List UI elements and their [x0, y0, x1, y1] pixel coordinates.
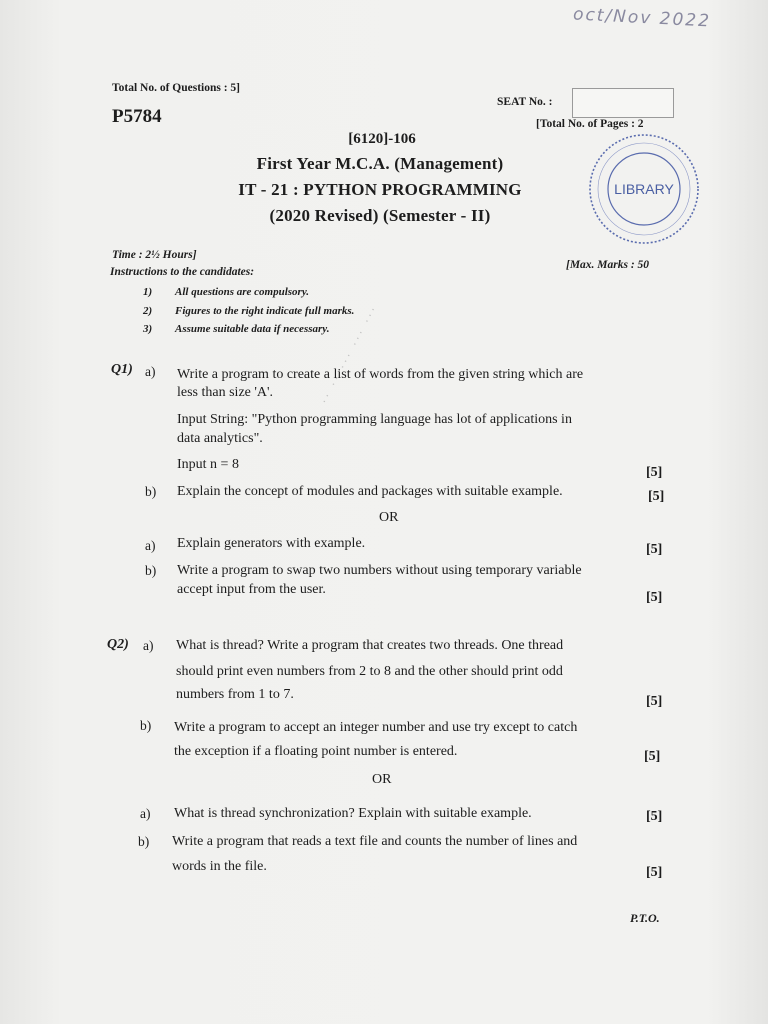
marks: [5] [646, 590, 663, 605]
handwritten-date-note: oct/Nov 2022 [572, 4, 712, 32]
seat-number-label: SEAT No. : [497, 96, 553, 108]
pattern-title: (2020 Revised) (Semester - II) [269, 206, 491, 225]
subquestion-label: a) [143, 638, 154, 653]
subquestion-label: a) [145, 538, 156, 553]
instruction-number: 2) [143, 305, 153, 317]
question-text: Write a program to swap two numbers without using temporary variable [177, 563, 582, 578]
stamp-label: LIBRARY [614, 181, 674, 197]
subquestion-label: a) [140, 806, 151, 821]
instruction-number: 1) [143, 286, 153, 298]
marks: [5] [646, 465, 663, 480]
subquestion-label: b) [140, 718, 152, 733]
instruction-text: Figures to the right indicate full marks. [175, 305, 355, 317]
marks: [5] [648, 489, 665, 504]
seat-number-box [572, 88, 674, 118]
question-text: Input n = 8 [177, 457, 239, 472]
question-text: the exception if a floating point number is entered. [174, 744, 458, 759]
please-turn-over: P.T.O. [630, 911, 660, 925]
paper-id: P5784 [112, 106, 162, 127]
question-text: Write a program to accept an integer number and use try except to catch [174, 720, 578, 735]
question-text: Write a program that reads a text file and counts the number of lines and [172, 834, 578, 849]
instructions-title: Instructions to the candidates: [110, 266, 255, 278]
instruction-number: 3) [143, 323, 153, 335]
question-text: numbers from 1 to 7. [176, 687, 294, 702]
marks: [5] [646, 809, 663, 824]
marks: [5] [646, 542, 663, 557]
subquestion-label: b) [145, 484, 157, 499]
marks: [5] [646, 865, 663, 880]
total-pages: [Total No. of Pages : 2 [536, 118, 644, 130]
instruction-text: All questions are compulsory. [175, 286, 310, 298]
exam-time: Time : 2½ Hours] [112, 249, 197, 261]
marks: [5] [646, 694, 663, 709]
question-text: accept input from the user. [177, 582, 326, 597]
question-text: What is thread? Write a program that creates two threads. One thread [176, 638, 564, 653]
question-text: should print even numbers from 2 to 8 and the other should print odd [176, 664, 563, 679]
subquestion-label: a) [145, 364, 156, 379]
library-stamp [585, 130, 703, 248]
subquestion-label: b) [145, 563, 157, 578]
question-text: words in the file. [172, 859, 267, 874]
question-text: Explain the concept of modules and packages with suitable example. [177, 484, 563, 499]
total-questions: Total No. of Questions : 5] [112, 82, 240, 94]
subject-title: IT - 21 : PYTHON PROGRAMMING [238, 180, 522, 199]
question-text: data analytics". [177, 431, 263, 446]
question-number: Q1) [111, 362, 133, 377]
question-text: Write a program to create a list of words from the given string which are [177, 367, 584, 382]
question-text: What is thread synchronization? Explain with suitable example. [174, 806, 532, 821]
or-divider: OR [372, 772, 392, 787]
max-marks: [Max. Marks : 50 [566, 259, 650, 271]
watermark-text: ·· ·· ··· ··· ··· [318, 302, 382, 407]
course-title: First Year M.C.A. (Management) [256, 154, 504, 173]
marks: [5] [644, 749, 661, 764]
or-divider: OR [379, 510, 399, 525]
question-text: Input String: "Python programming language has lot of applications in [177, 412, 572, 427]
instruction-text: Assume suitable data if necessary. [175, 323, 330, 335]
question-text: Explain generators with example. [177, 536, 366, 551]
question-text: less than size 'A'. [177, 385, 274, 400]
question-number: Q2) [107, 637, 129, 652]
paper-code: [6120]-106 [348, 131, 416, 147]
subquestion-label: b) [138, 834, 150, 849]
